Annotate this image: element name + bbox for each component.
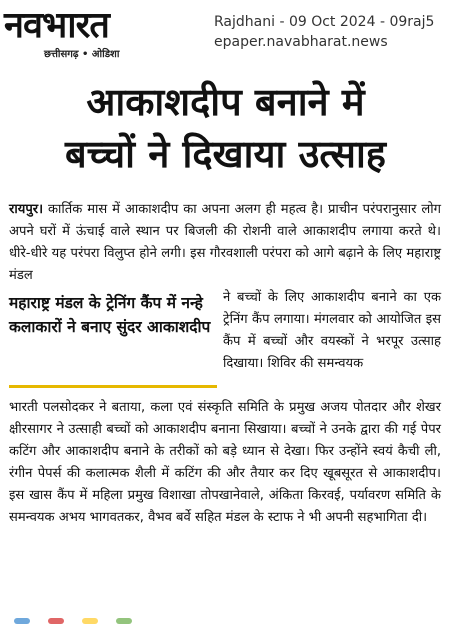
footer-dot — [48, 618, 64, 624]
article-paragraph-1: कार्तिक मास में आकाशदीप का अपना अलग ही महत्व है। प्राचीन परंपरानुसार लोग अपने घरों में ऊंचाई वाले स्थान पर बिजली की रोशनी वाले आकाशदीप लगाया करते थे। धीरे-धीरे यह परंपरा विलुप्त होने लगी। इस गौरवशाली परंपरा को आगे बढ़ाने के लिए महाराष्ट्र मंडल — [9, 202, 441, 283]
headline-line-1: आकाशदीप बनाने में — [86, 80, 365, 124]
edition-url: epaper.navabharat.news — [214, 34, 388, 50]
page-footer-dots — [0, 618, 451, 625]
pullquote-block — [9, 287, 441, 397]
edition-info — [214, 12, 451, 52]
edition-date: Rajdhani - 09 Oct 2024 - 09raj5 — [214, 14, 435, 30]
pullquote: महाराष्ट्र मंडल के ट्रेनिंग कैंप में नन्हे कलाकारों ने बनाए सुंदर आकाशदीप — [9, 294, 211, 336]
article-intro — [9, 199, 441, 287]
footer-dot — [82, 618, 98, 624]
logo-subtitle: छत्तीसगढ़ • ओडिशा — [44, 49, 120, 60]
article-paragraph-3: भारती पलसोदकर ने बताया, कला एवं संस्कृति समिति के प्रमुख अजय पोतदार और शेखर क्षीरसागर ने उत्साही बच्चों को आकाशदीप बनाना सिखाया। बच्चों ने उनके द्वारा की गई पेपर कटिंग और आकाशदीप बनाने के तरीकों को बड़े ध्यान से देखा। फिर उन्होंने स्वयं कैची ली, रंगीन पेपर्स की कलात्मक शैली में कटिंग की और तैयार कर दिए खूबसूरत से आकाशदीप। इस खास कैंप में महिला प्रमुख विशाखा तोपखानेवाले, अंकिता किरवई, पर्यावरण समिति के समन्वयक अभय भागवतकर, वैभव बर्वे सहित मंडल के स्टाफ ने भी अपनी सहभागिता दी। — [9, 400, 441, 525]
logo-title: नवभारत — [4, 5, 109, 46]
footer-dot — [116, 618, 132, 624]
footer-dot — [14, 618, 30, 624]
masthead — [0, 0, 451, 70]
dateline: रायपुर। — [9, 202, 44, 217]
article-paragraph-2: ने बच्चों के लिए आकाशदीप बनाने का एक ट्रेनिंग कैंप लगाया। मंगलवार को आयोजित इस कैंप में बच्चों और वयस्कों ने भरपूर उत्साह दिखाया। शिविर की समन्वयक — [223, 290, 441, 371]
article-body — [9, 199, 441, 529]
pullquote-rule — [9, 385, 217, 388]
headline-line-2: बच्चों ने दिखाया उत्साह — [64, 132, 386, 176]
newspaper-logo — [4, 4, 200, 62]
headline — [8, 76, 443, 188]
